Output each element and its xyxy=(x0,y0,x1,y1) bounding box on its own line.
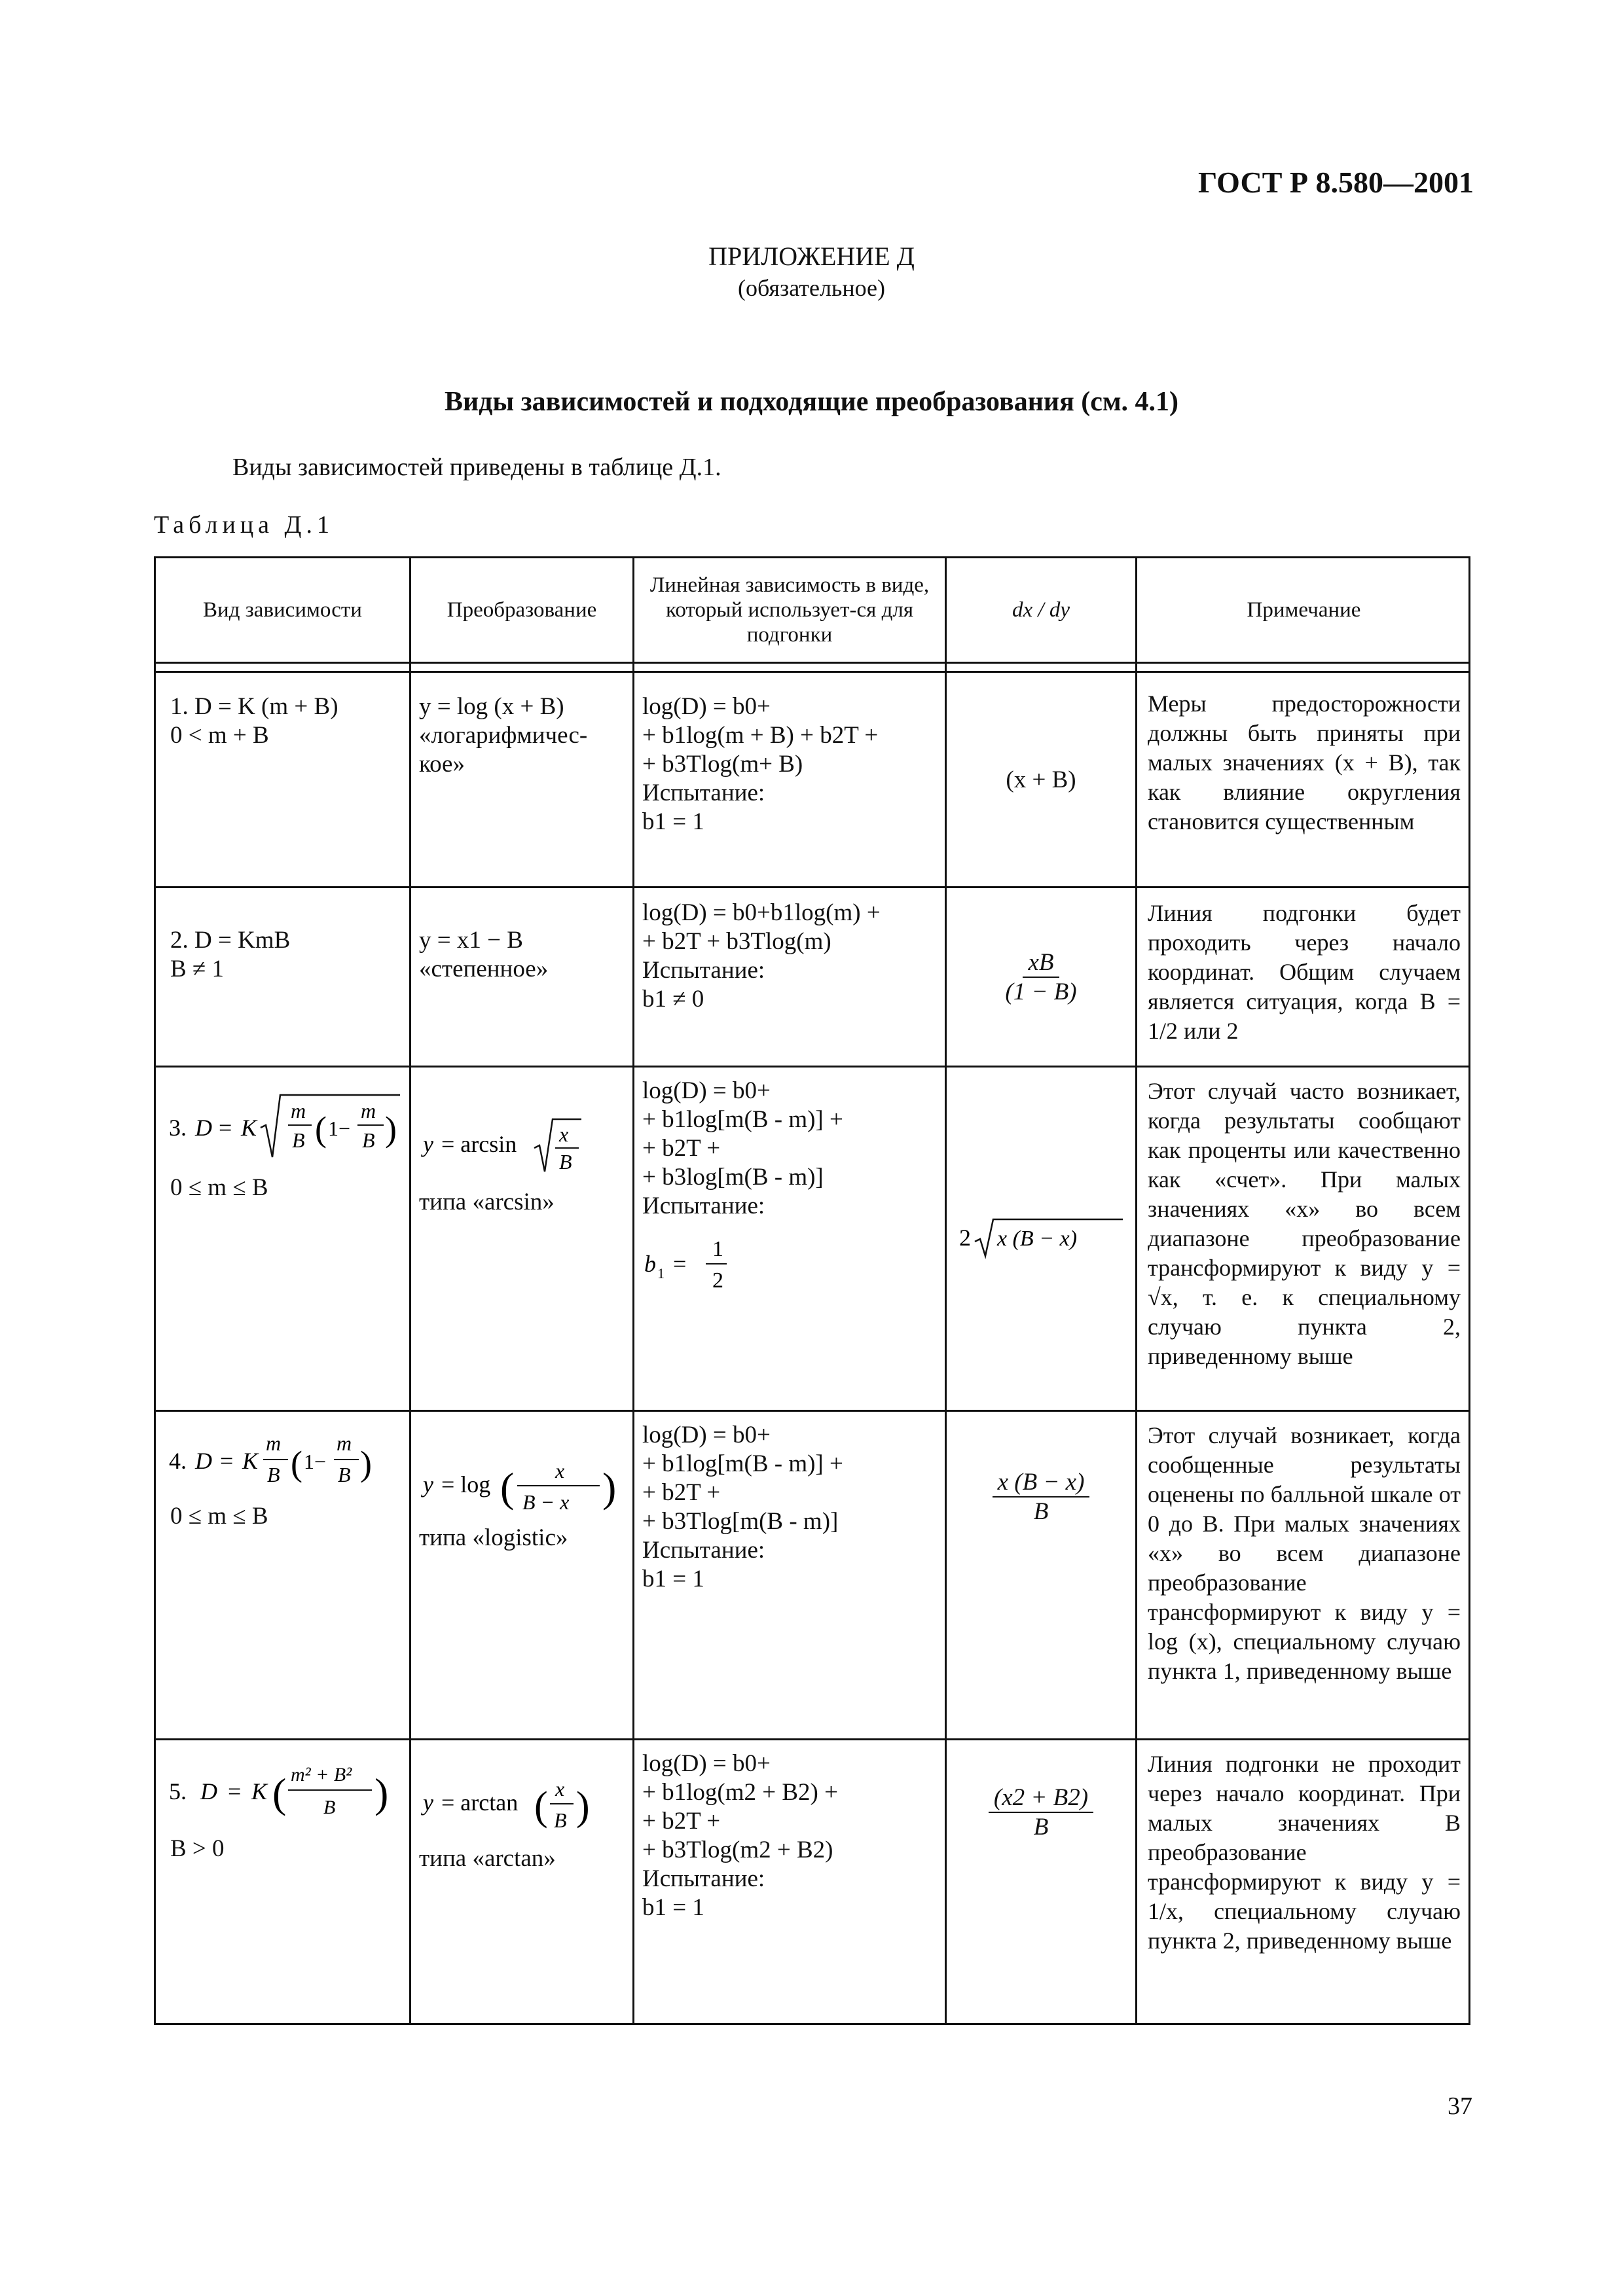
section-heading: Виды зависимостей и подходящие преобразования (см. 4.1) xyxy=(444,387,1179,417)
svg-text:D: D xyxy=(195,1448,212,1474)
row2-linear-test-value: b1 ≠ 0 xyxy=(642,986,704,1013)
appendix-title: ПРИЛОЖЕНИЕ Д xyxy=(708,242,915,271)
row4-dependency-formula xyxy=(168,1426,407,1498)
row2-dependency xyxy=(170,926,406,984)
row4-dependency-formula-graphic xyxy=(168,1426,407,1498)
row1-formula: 1. D = K (m + B) xyxy=(170,693,338,720)
svg-text:m: m xyxy=(266,1431,282,1455)
row2-linear xyxy=(642,899,940,1014)
standard-designation: ГОСТ Р 8.580—2001 xyxy=(1198,166,1474,199)
row5-linear-line: log(D) = b0+ xyxy=(642,1750,771,1777)
svg-text:B: B xyxy=(267,1463,280,1486)
table-label: Таблица Д.1 xyxy=(154,511,334,539)
row4-linear-line: + b3Tlog[m(B - m)] xyxy=(642,1508,839,1535)
row1-transform-formula: y = log (x + B) xyxy=(419,693,564,720)
intro-paragraph: Виды зависимостей приведены в таблице Д.1. xyxy=(232,454,721,481)
svg-text:=: = xyxy=(673,1251,687,1277)
row2-linear-line: + b2T + b3Tlog(m) xyxy=(642,928,831,955)
row4-linear-line: log(D) = b0+ xyxy=(642,1422,771,1448)
svg-text:(: ( xyxy=(500,1464,515,1511)
row1-dxdy: (x + B) xyxy=(1006,766,1076,793)
header-dependency: Вид зависимости xyxy=(203,598,362,622)
row5-dependency-formula xyxy=(168,1756,407,1828)
svg-text:(: ( xyxy=(534,1784,548,1829)
svg-text:3.: 3. xyxy=(169,1115,187,1141)
row5-dxdy xyxy=(947,1740,1135,1884)
row5-linear-line: + b1log(m2 + B2) + xyxy=(642,1779,838,1806)
svg-text:x: x xyxy=(555,1777,565,1801)
svg-text:x (B − x): x (B − x) xyxy=(997,1227,1078,1251)
row5-transform-formula xyxy=(418,1772,630,1838)
row3-condition: 0 ≤ m ≤ B xyxy=(170,1174,268,1201)
svg-text:m: m xyxy=(337,1431,352,1455)
row2-dxdy-numerator: xB xyxy=(1023,948,1059,978)
row4-linear-line: + b2T + xyxy=(642,1479,721,1506)
svg-text:1: 1 xyxy=(712,1237,723,1261)
svg-text:K: K xyxy=(242,1448,259,1474)
svg-text:2: 2 xyxy=(712,1268,723,1293)
svg-text:x: x xyxy=(559,1122,569,1146)
row1-note: Меры предосторожности должны быть приняты при малых значениях (x + B), так как влияние округления становится существенным xyxy=(1148,691,1461,834)
page-number: 37 xyxy=(1448,2092,1472,2120)
svg-text:): ) xyxy=(576,1784,590,1829)
svg-text:y: y xyxy=(423,1131,433,1157)
svg-text:B: B xyxy=(292,1128,305,1152)
row4-linear-line: + b1log[m(B - m)] + xyxy=(642,1450,843,1477)
row2-dxdy-denominator: (1 − B) xyxy=(1005,978,1077,1005)
row1-transform-name: «логарифмичес- xyxy=(419,722,588,749)
svg-text:B: B xyxy=(362,1128,375,1152)
row1-transform xyxy=(419,692,629,779)
row5-linear xyxy=(642,1749,940,1922)
row4-dxdy-denominator: B xyxy=(1033,1498,1049,1525)
row5-dependency-formula-graphic xyxy=(168,1756,407,1828)
svg-text:m: m xyxy=(361,1099,376,1122)
svg-text:= log: = log xyxy=(441,1471,491,1498)
appendix-status: (обязательное) xyxy=(738,275,885,301)
row2-linear-line: log(D) = b0+b1log(m) + xyxy=(642,899,881,926)
svg-text:): ) xyxy=(602,1464,617,1511)
row3-note: Этот случай часто возникает, когда результаты сообщают как проценты или качественно как «счет». При малых значениях «x» во всем диапазоне преобразование трансформируют к виду y = √x, т. е. к специальному случаю пункта 2, приведенному выше xyxy=(1148,1078,1461,1369)
row5-dxdy-numerator: (x2 + B2) xyxy=(989,1784,1093,1813)
svg-text:D: D xyxy=(200,1778,217,1804)
row5-dxdy-denominator: B xyxy=(1033,1814,1049,1840)
row5-transform-formula-graphic xyxy=(418,1772,630,1838)
svg-text:): ) xyxy=(385,1109,397,1149)
row1-linear-test-value: b1 = 1 xyxy=(642,808,704,835)
svg-text:x: x xyxy=(555,1459,565,1482)
row4-dxdy-numerator: x (B − x) xyxy=(993,1468,1090,1498)
row5-transform-name: типа «arctan» xyxy=(419,1845,556,1872)
row2-transform xyxy=(419,926,629,984)
row3-dxdy xyxy=(951,1211,1131,1264)
row1-dependency xyxy=(170,692,406,750)
svg-text:): ) xyxy=(360,1444,372,1483)
row4-note: Этот случай возникает, когда сообщенные результаты оценены по балльной шкале от 0 до B. При малых значениях «x» во всем диапазоне преобразование трансформируют к виду y = log (x), специальному случаю пункта 1, приведенному выше xyxy=(1148,1422,1461,1684)
row4-condition: 0 ≤ m ≤ B xyxy=(170,1503,268,1530)
row3-linear-line: + b1log[m(B - m)] + xyxy=(642,1106,843,1133)
row3-linear-line: + b3log[m(B - m)] xyxy=(642,1164,824,1191)
svg-text:= arcsin: = arcsin xyxy=(441,1131,517,1157)
row1-linear-test-label: Испытание: xyxy=(642,780,765,806)
svg-text:4.: 4. xyxy=(169,1448,187,1474)
svg-text:K: K xyxy=(241,1115,257,1141)
row2-condition: B ≠ 1 xyxy=(170,956,224,982)
row3-linear-line: log(D) = b0+ xyxy=(642,1077,771,1104)
svg-text:m: m xyxy=(291,1099,306,1122)
row1-linear xyxy=(642,692,940,836)
row2-transform-formula: y = x1 − B xyxy=(419,927,523,954)
row3-transform-name: типа «arcsin» xyxy=(419,1189,555,1215)
svg-text:B: B xyxy=(338,1463,351,1486)
row3-linear xyxy=(642,1077,940,1221)
svg-text:K: K xyxy=(251,1778,268,1804)
row1-transform-name-cont: кое» xyxy=(419,751,465,778)
svg-text:1−: 1− xyxy=(328,1117,351,1140)
row5-linear-test-value: b1 = 1 xyxy=(642,1894,704,1921)
svg-text:2: 2 xyxy=(959,1225,971,1251)
row2-linear-test-label: Испытание: xyxy=(642,957,765,984)
svg-text:y: y xyxy=(423,1471,433,1498)
row1-linear-line: log(D) = b0+ xyxy=(642,693,771,720)
row2-formula: 2. D = KmB xyxy=(170,927,291,954)
row3-linear-test-value-graphic xyxy=(640,1226,771,1298)
row3-transform-formula-graphic xyxy=(418,1111,630,1177)
row1-linear-line: + b1log(m + B) + b2T + xyxy=(642,722,879,749)
row3-dependency-formula xyxy=(168,1088,407,1167)
svg-text:B: B xyxy=(554,1808,567,1832)
row4-transform-formula xyxy=(418,1452,630,1517)
svg-text:B − x: B − x xyxy=(522,1490,570,1514)
row5-linear-test-label: Испытание: xyxy=(642,1865,765,1892)
row4-linear-test-label: Испытание: xyxy=(642,1537,765,1564)
svg-text:=: = xyxy=(228,1778,242,1804)
svg-text:1: 1 xyxy=(657,1265,665,1282)
row5-condition: B > 0 xyxy=(170,1835,225,1862)
svg-text:5.: 5. xyxy=(169,1778,187,1804)
svg-text:= arctan: = arctan xyxy=(441,1789,519,1816)
row1-linear-line: + b3Tlog(m+ B) xyxy=(642,751,803,778)
row3-transform-formula xyxy=(418,1111,630,1177)
header-linear: Линейная зависимость в виде, который использует-ся для подгонки xyxy=(649,573,930,647)
svg-text:B: B xyxy=(323,1797,336,1818)
header-transform: Преобразование xyxy=(447,598,597,622)
header-note: Примечание xyxy=(1247,598,1361,622)
svg-text:D: D xyxy=(195,1115,212,1141)
row4-linear xyxy=(642,1421,940,1594)
row3-linear-test-value xyxy=(640,1226,771,1298)
row4-dxdy xyxy=(947,1412,1135,1582)
svg-text:1−: 1− xyxy=(304,1450,327,1473)
svg-text:y: y xyxy=(423,1789,433,1816)
row3-linear-test-label: Испытание: xyxy=(642,1193,765,1219)
row5-linear-line: + b2T + xyxy=(642,1808,721,1835)
row3-dxdy-graphic xyxy=(951,1211,1131,1264)
svg-text:(: ( xyxy=(315,1109,327,1149)
svg-text:m² + B²: m² + B² xyxy=(291,1764,352,1785)
row5-note: Линия подгонки не проходит через начало координат. При малых значениях B преобразование трансформируют к виду y = 1/x, специальному случаю пункта 2, приведенному выше xyxy=(1148,1751,1461,1954)
row3-linear-line: + b2T + xyxy=(642,1135,721,1162)
row4-linear-test-value: b1 = 1 xyxy=(642,1566,704,1592)
dependencies-table xyxy=(154,556,1470,2025)
svg-text:=: = xyxy=(219,1115,232,1141)
header-dxdy: dx / dy xyxy=(1012,598,1070,622)
svg-text:B: B xyxy=(559,1150,572,1174)
svg-text:): ) xyxy=(374,1770,389,1816)
row3-dependency-formula-graphic xyxy=(168,1088,407,1167)
row2-dxdy xyxy=(947,888,1135,1066)
row2-transform-name: «степенное» xyxy=(419,956,549,982)
row4-transform-formula-graphic xyxy=(418,1452,630,1517)
row4-transform-name: типа «logistic» xyxy=(419,1524,568,1551)
svg-text:(: ( xyxy=(291,1444,302,1483)
row5-linear-line: + b3Tlog(m2 + B2) xyxy=(642,1837,833,1863)
svg-text:(: ( xyxy=(272,1770,287,1816)
svg-text:b: b xyxy=(644,1251,656,1277)
row1-condition: 0 < m + B xyxy=(170,722,269,749)
row2-note: Линия подгонки будет проходить через начало координат. Общим случаем является ситуация, когда B = 1/2 или 2 xyxy=(1148,900,1461,1044)
svg-text:=: = xyxy=(220,1448,234,1474)
